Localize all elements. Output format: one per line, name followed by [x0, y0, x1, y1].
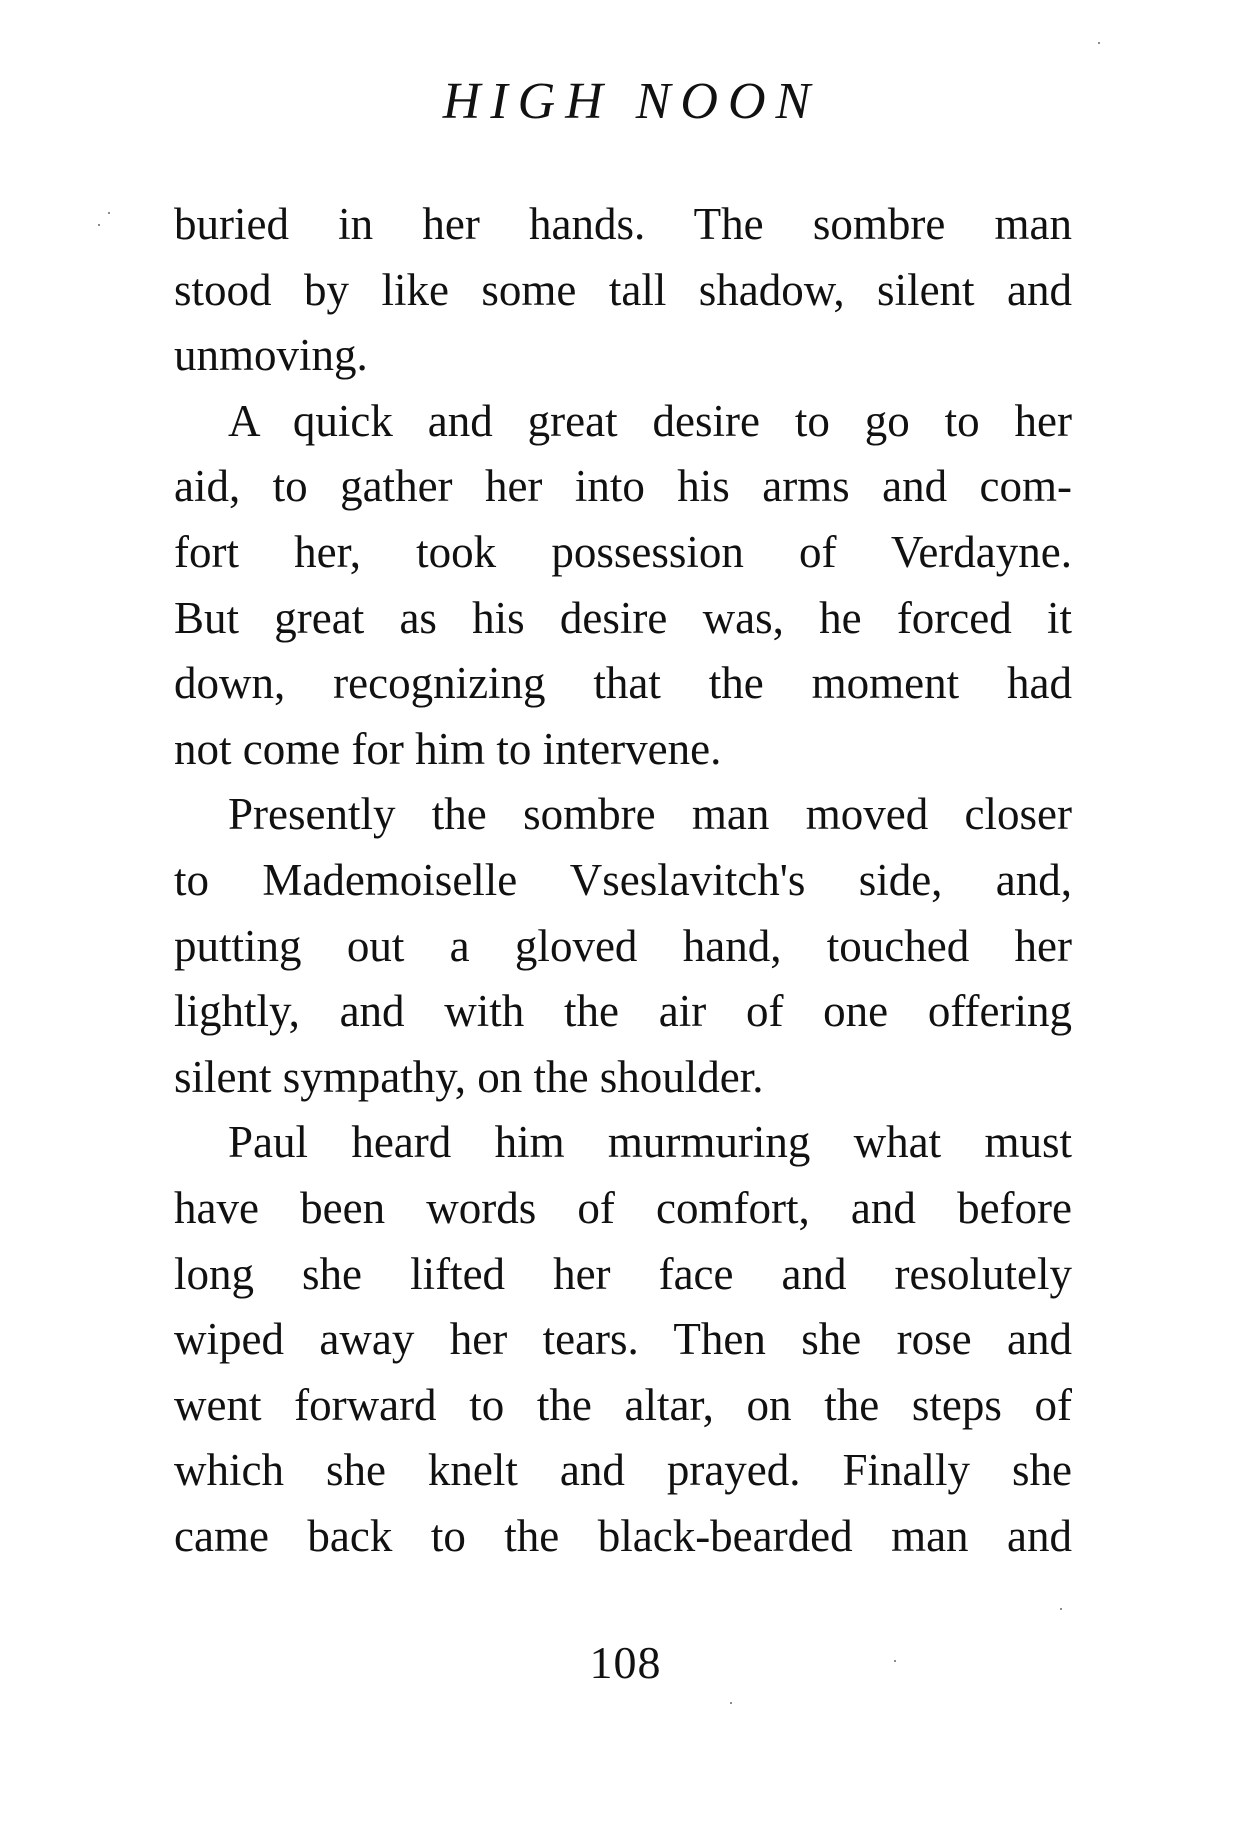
text-line: which she knelt and prayed. Finally she: [174, 1445, 1072, 1496]
text-line: down, recognizing that the moment had: [174, 658, 1072, 709]
text-line: went forward to the altar, on the steps of: [174, 1379, 1072, 1430]
scan-speck: [894, 1660, 896, 1662]
text-line: have been words of comfort, and before: [174, 1182, 1072, 1233]
text-line: long she lifted her face and resolutely: [174, 1248, 1072, 1299]
running-title: HIGH NOON: [442, 73, 821, 130]
text-line: wiped away her tears. Then she rose and: [174, 1314, 1072, 1365]
text-line: not come for him to intervene.: [174, 723, 722, 774]
text-line: unmoving.: [174, 330, 368, 381]
paragraph-first-line: A quick and great desire to go to her: [228, 395, 1072, 446]
scan-speck: [1060, 1608, 1062, 1610]
scan-speck: [1098, 42, 1100, 44]
text-line: fort her, took possession of Verdayne.: [174, 526, 1072, 577]
text-line: But great as his desire was, he forced it: [174, 592, 1072, 643]
text-line: stood by like some tall shadow, silent and: [174, 264, 1072, 315]
scan-speck: [730, 1702, 732, 1704]
page-number: 108: [589, 1637, 662, 1688]
text-line: buried in her hands. The sombre man: [174, 199, 1072, 249]
scan-speck: [98, 224, 100, 226]
text-line: to Mademoiselle Vseslavitch's side, and,: [174, 854, 1072, 905]
paragraph-first-line: Paul heard him murmuring what must: [228, 1117, 1072, 1168]
scan-speck: [108, 212, 110, 214]
text-line: came back to the black-bearded man and: [174, 1510, 1072, 1561]
paragraph-first-line: Presently the sombre man moved closer: [228, 789, 1072, 840]
text-line: lightly, and with the air of one offering: [174, 986, 1072, 1037]
text-line: aid, to gather her into his arms and com-: [174, 461, 1072, 512]
body-text: [174, 192, 1072, 1569]
text-line: silent sympathy, on the shoulder.: [174, 1051, 764, 1102]
text-line: putting out a gloved hand, touched her: [174, 920, 1072, 971]
